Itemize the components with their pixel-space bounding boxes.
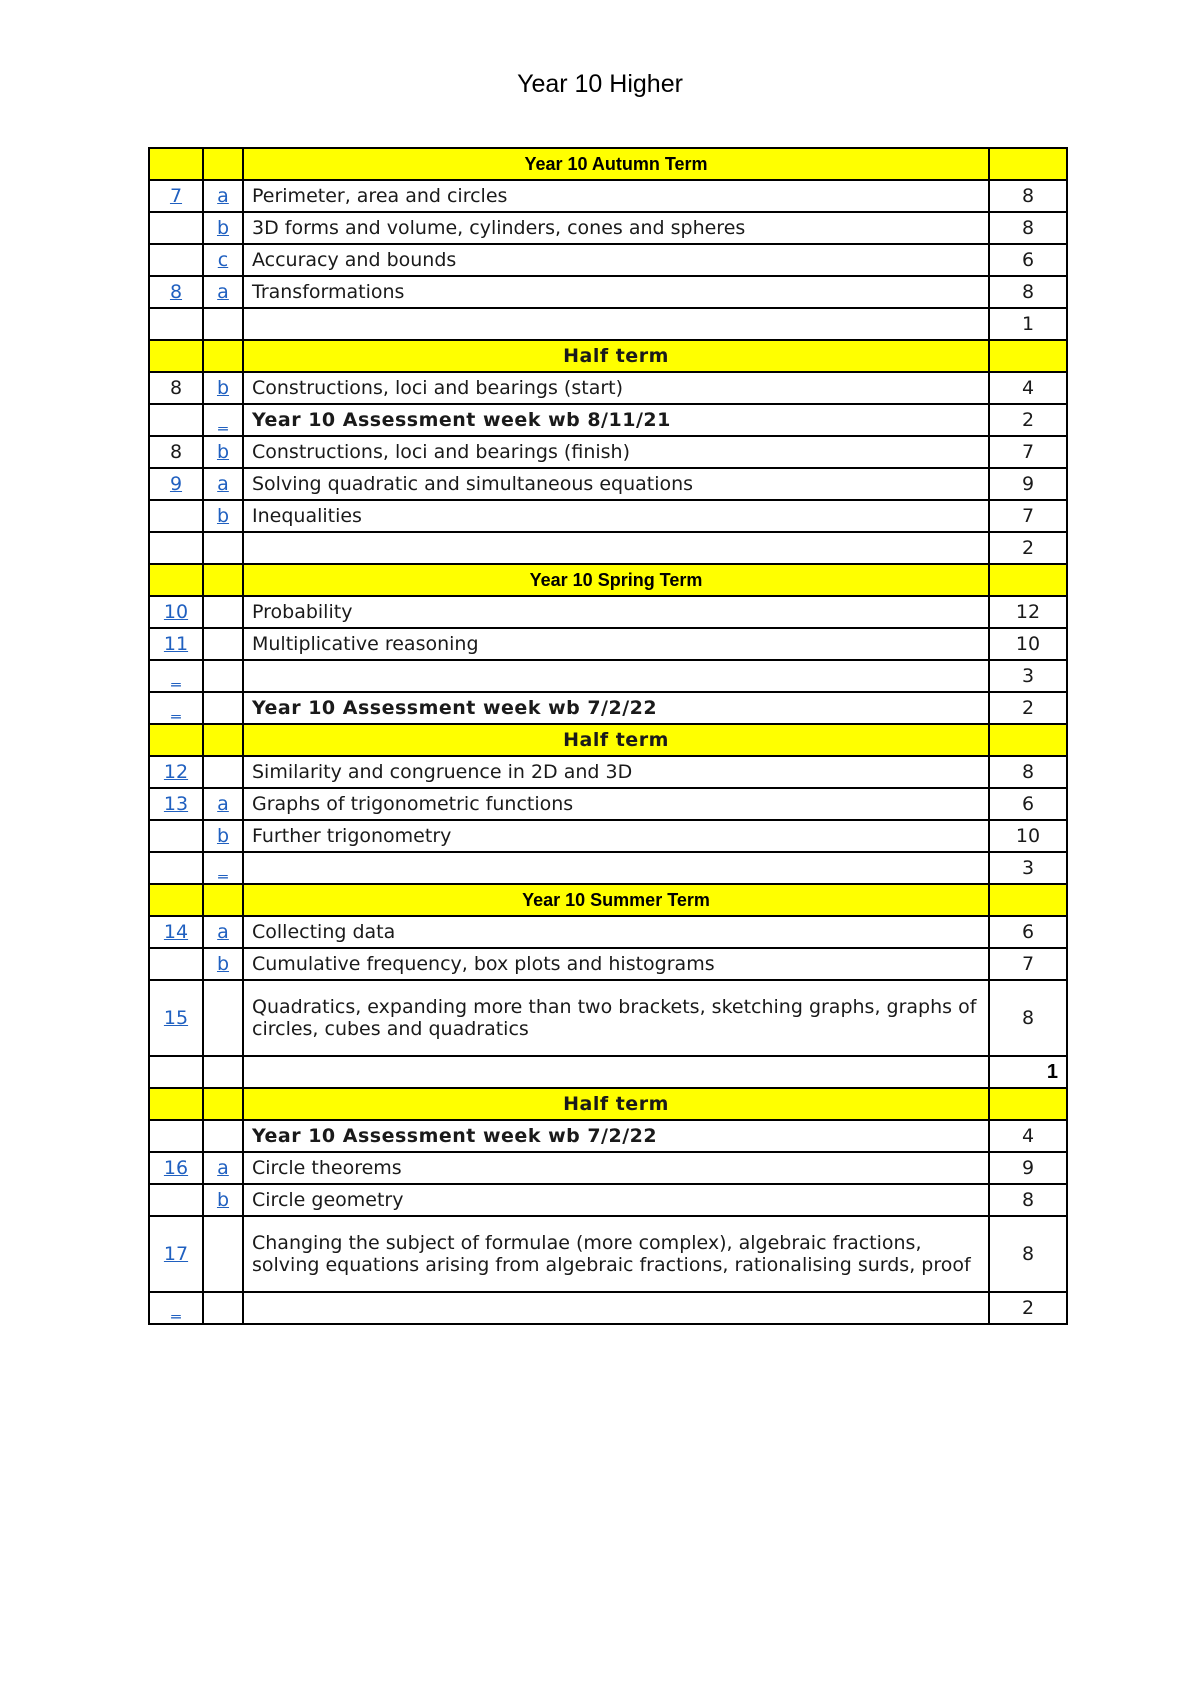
unit-cell [149, 596, 203, 628]
part-cell [203, 820, 243, 852]
topic-cell: Year 10 Assessment week wb 8/11/21 [243, 404, 989, 436]
topic-cell: Year 10 Assessment week wb 7/2/22 [243, 692, 989, 724]
hours-cell [989, 724, 1067, 756]
hours-cell: 1 [989, 308, 1067, 340]
part-cell [203, 340, 243, 372]
part-cell [203, 436, 243, 468]
topic-cell: Graphs of trigonometric functions [243, 788, 989, 820]
hours-cell: 7 [989, 436, 1067, 468]
unit-link[interactable]: 7 [169, 185, 183, 207]
hours-cell: 2 [989, 692, 1067, 724]
half-term-row [149, 724, 1067, 756]
unit-number: 8 [169, 441, 183, 463]
topic-cell: Perimeter, area and circles [243, 180, 989, 212]
hours-cell: 8 [989, 980, 1067, 1056]
part-cell [203, 1152, 243, 1184]
topic-cell: Solving quadratic and simultaneous equations [243, 468, 989, 500]
hours-cell: 2 [989, 1292, 1067, 1324]
part-cell [203, 1120, 243, 1152]
unit-cell [149, 468, 203, 500]
unit-number: 8 [169, 377, 183, 399]
unit-cell [149, 308, 203, 340]
table-row [149, 788, 1067, 820]
term-header-row [149, 564, 1067, 596]
topic-cell [243, 532, 989, 564]
part-cell [203, 628, 243, 660]
unit-link[interactable]: 10 [163, 601, 189, 623]
part-link[interactable]: b [216, 377, 230, 399]
table-row [149, 1184, 1067, 1216]
unit-cell [149, 340, 203, 372]
part-link[interactable]: a [217, 793, 229, 815]
hours-cell: 6 [989, 916, 1067, 948]
half-term-label: Half term [243, 340, 989, 372]
unit-cell [149, 660, 203, 692]
table-row [149, 212, 1067, 244]
topic-cell: Transformations [243, 276, 989, 308]
unit-cell [149, 1056, 203, 1088]
term-title: Year 10 Spring Term [243, 564, 989, 596]
topic-cell: Constructions, loci and bearings (start) [243, 372, 989, 404]
topic-cell [243, 1292, 989, 1324]
unit-cell [149, 1292, 203, 1324]
part-cell [203, 564, 243, 596]
part-link[interactable]: _ [218, 857, 228, 879]
part-cell [203, 276, 243, 308]
unit-cell [149, 820, 203, 852]
page-title: Year 10 Higher [517, 70, 683, 98]
unit-cell [149, 564, 203, 596]
table-row [149, 404, 1067, 436]
part-cell [203, 180, 243, 212]
unit-cell [149, 852, 203, 884]
unit-cell [149, 404, 203, 436]
table-row [149, 244, 1067, 276]
table-row [149, 692, 1067, 724]
hours-cell: 8 [989, 756, 1067, 788]
part-cell [203, 724, 243, 756]
unit-cell [149, 1216, 203, 1292]
hours-cell: 3 [989, 852, 1067, 884]
part-cell [203, 404, 243, 436]
topic-cell [243, 660, 989, 692]
hours-cell [989, 340, 1067, 372]
table-row [149, 308, 1067, 340]
topic-cell: Multiplicative reasoning [243, 628, 989, 660]
part-link[interactable]: c [217, 249, 229, 271]
unit-cell [149, 628, 203, 660]
topic-cell: Probability [243, 596, 989, 628]
topic-cell: 3D forms and volume, cylinders, cones and spheres [243, 212, 989, 244]
part-cell [203, 1088, 243, 1120]
topic-cell: Accuracy and bounds [243, 244, 989, 276]
unit-link[interactable]: 16 [163, 1157, 189, 1179]
part-cell [203, 1292, 243, 1324]
part-cell [203, 212, 243, 244]
unit-cell [149, 948, 203, 980]
topic-cell [243, 1056, 989, 1088]
hours-cell [989, 148, 1067, 180]
half-term-label: Half term [243, 1088, 989, 1120]
term-header-row [149, 148, 1067, 180]
table-row [149, 1292, 1067, 1324]
table-row [149, 660, 1067, 692]
unit-link[interactable]: _ [171, 1297, 181, 1319]
part-link[interactable]: a [217, 185, 229, 207]
hours-cell: 2 [989, 532, 1067, 564]
unit-cell [149, 532, 203, 564]
part-cell [203, 788, 243, 820]
topic-cell: Year 10 Assessment week wb 7/2/22 [243, 1120, 989, 1152]
hours-cell [989, 564, 1067, 596]
hours-cell: 1 [989, 1056, 1067, 1088]
table-row [149, 436, 1067, 468]
table-row [149, 852, 1067, 884]
unit-cell [149, 244, 203, 276]
topic-cell [243, 852, 989, 884]
hours-cell: 9 [989, 468, 1067, 500]
unit-link[interactable]: 14 [163, 921, 189, 943]
table-row [149, 756, 1067, 788]
hours-cell: 6 [989, 788, 1067, 820]
topic-cell: Further trigonometry [243, 820, 989, 852]
part-cell [203, 756, 243, 788]
table-row [149, 980, 1067, 1056]
topic-cell: Circle geometry [243, 1184, 989, 1216]
topic-cell: Similarity and congruence in 2D and 3D [243, 756, 989, 788]
part-cell [203, 692, 243, 724]
part-cell [203, 980, 243, 1056]
hours-cell: 7 [989, 948, 1067, 980]
unit-cell [149, 724, 203, 756]
unit-cell [149, 276, 203, 308]
unit-cell [149, 180, 203, 212]
part-cell [203, 244, 243, 276]
unit-cell [149, 916, 203, 948]
unit-cell [149, 884, 203, 916]
part-link[interactable]: a [217, 281, 229, 303]
term-title: Year 10 Autumn Term [243, 148, 989, 180]
part-cell [203, 468, 243, 500]
half-term-label: Half term [243, 724, 989, 756]
hours-cell: 7 [989, 500, 1067, 532]
unit-cell [149, 788, 203, 820]
part-cell [203, 148, 243, 180]
part-cell [203, 532, 243, 564]
part-cell [203, 852, 243, 884]
topic-cell [243, 308, 989, 340]
hours-cell: 10 [989, 628, 1067, 660]
unit-cell [149, 980, 203, 1056]
scheme-of-work-table [148, 147, 1068, 1325]
topic-cell: Collecting data [243, 916, 989, 948]
unit-link[interactable]: 12 [163, 761, 189, 783]
part-link[interactable]: b [216, 441, 230, 463]
hours-cell: 4 [989, 1120, 1067, 1152]
unit-cell [149, 148, 203, 180]
unit-cell [149, 1184, 203, 1216]
hours-cell [989, 1088, 1067, 1120]
table-row [149, 596, 1067, 628]
part-link[interactable]: b [216, 217, 230, 239]
topic-cell: Quadratics, expanding more than two brackets, sketching graphs, graphs of circles, cubes and quadratics [243, 980, 989, 1056]
unit-link[interactable]: 9 [169, 473, 183, 495]
table-row [149, 916, 1067, 948]
part-cell [203, 660, 243, 692]
part-link[interactable]: b [216, 953, 230, 975]
part-link[interactable]: a [217, 473, 229, 495]
term-header-row [149, 884, 1067, 916]
part-link[interactable]: b [216, 1189, 230, 1211]
hours-cell [989, 884, 1067, 916]
part-cell [203, 308, 243, 340]
topic-cell: Changing the subject of formulae (more complex), algebraic fractions, solving equations arising from algebraic fractions, rationalising surds, proof [243, 1216, 989, 1292]
part-cell [203, 1184, 243, 1216]
hours-cell: 12 [989, 596, 1067, 628]
part-link[interactable]: _ [218, 409, 228, 431]
table-row [149, 948, 1067, 980]
unit-cell [149, 436, 203, 468]
unit-link[interactable]: 15 [163, 1007, 189, 1029]
part-link[interactable]: a [217, 921, 229, 943]
table-row [149, 180, 1067, 212]
hours-cell: 6 [989, 244, 1067, 276]
hours-cell: 8 [989, 1216, 1067, 1292]
table-row [149, 532, 1067, 564]
half-term-row [149, 340, 1067, 372]
unit-cell [149, 1152, 203, 1184]
unit-link[interactable]: 8 [169, 281, 183, 303]
hours-cell: 8 [989, 180, 1067, 212]
unit-cell [149, 756, 203, 788]
part-cell [203, 1216, 243, 1292]
unit-link[interactable]: _ [171, 697, 181, 719]
hours-cell: 8 [989, 1184, 1067, 1216]
unit-cell [149, 692, 203, 724]
part-cell [203, 500, 243, 532]
hours-cell: 10 [989, 820, 1067, 852]
part-cell [203, 916, 243, 948]
table-row [149, 1120, 1067, 1152]
table-row [149, 1056, 1067, 1088]
unit-cell [149, 212, 203, 244]
topic-cell: Circle theorems [243, 1152, 989, 1184]
hours-cell: 2 [989, 404, 1067, 436]
hours-cell: 3 [989, 660, 1067, 692]
part-cell [203, 948, 243, 980]
table-row [149, 628, 1067, 660]
unit-cell [149, 1088, 203, 1120]
table-row [149, 820, 1067, 852]
unit-cell [149, 372, 203, 404]
hours-cell: 8 [989, 276, 1067, 308]
topic-cell: Cumulative frequency, box plots and histograms [243, 948, 989, 980]
hours-cell: 9 [989, 1152, 1067, 1184]
table-row [149, 468, 1067, 500]
topic-cell: Constructions, loci and bearings (finish) [243, 436, 989, 468]
part-cell [203, 1056, 243, 1088]
part-cell [203, 596, 243, 628]
unit-cell [149, 500, 203, 532]
part-cell [203, 372, 243, 404]
table-row [149, 500, 1067, 532]
part-link[interactable]: b [216, 505, 230, 527]
unit-cell [149, 1120, 203, 1152]
term-title: Year 10 Summer Term [243, 884, 989, 916]
topic-cell: Inequalities [243, 500, 989, 532]
table-row [149, 1152, 1067, 1184]
unit-link[interactable]: 13 [163, 793, 189, 815]
half-term-row [149, 1088, 1067, 1120]
hours-cell: 4 [989, 372, 1067, 404]
hours-cell: 8 [989, 212, 1067, 244]
unit-link[interactable]: 11 [163, 633, 189, 655]
part-link[interactable]: a [217, 1157, 229, 1179]
unit-link[interactable]: _ [171, 665, 181, 687]
part-link[interactable]: b [216, 825, 230, 847]
part-cell [203, 884, 243, 916]
table-row [149, 276, 1067, 308]
table-row [149, 1216, 1067, 1292]
table-row [149, 372, 1067, 404]
unit-link[interactable]: 17 [163, 1243, 189, 1265]
